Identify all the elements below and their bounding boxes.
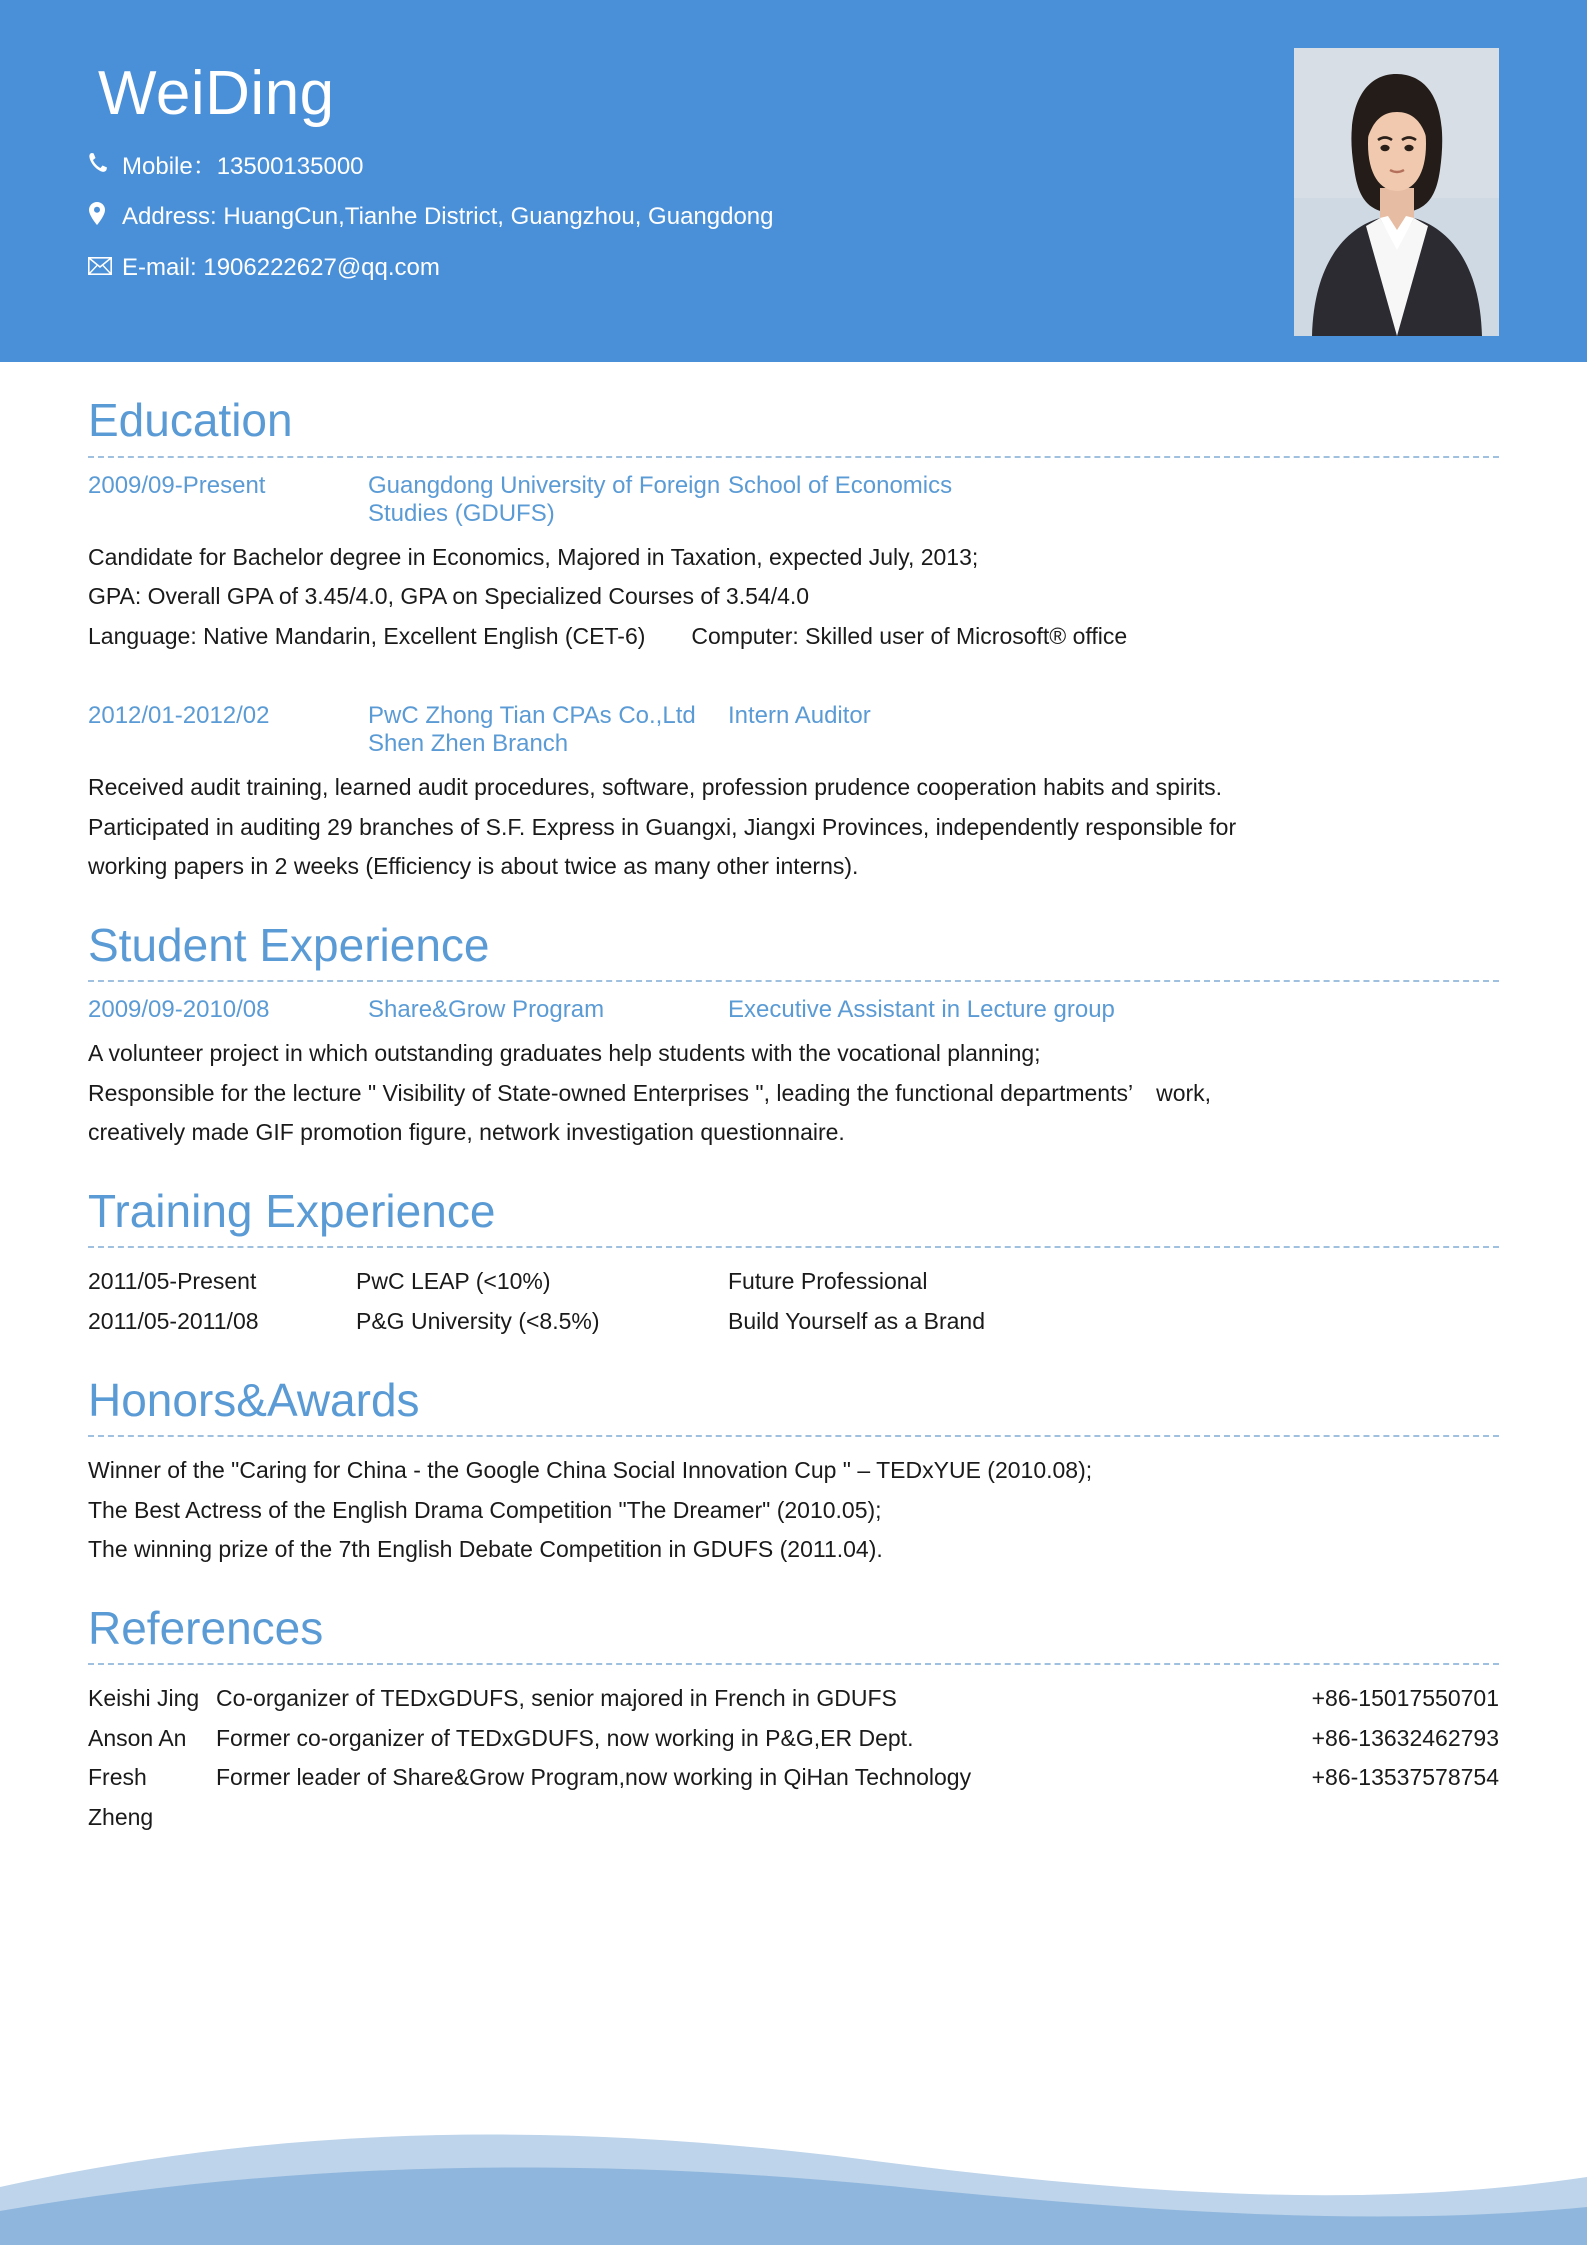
contact-address-text: Address: HuangCun,Tianhe District, Guangzhou, Guangdong [122, 203, 774, 231]
reference-phone: +86-13537578754 [1311, 1764, 1499, 1791]
section-title-honors-awards: Honors&Awards [88, 1373, 420, 1426]
honor-line-3: The winning prize of the 7th English Debate Competition in GDUFS (2011.04). [88, 1536, 883, 1563]
entry-role: Intern Auditor [728, 702, 871, 730]
divider-training-experience [88, 1246, 1499, 1248]
reference-row [88, 1679, 1499, 1719]
entry-organization: Guangdong University of Foreign Studies (GDUFS) [368, 471, 721, 527]
student-experience-line-1: A volunteer project in which outstanding graduates help students with the vocational planning; [88, 1040, 1041, 1067]
reference-name: Fresh Zheng [88, 1764, 154, 1830]
section-title-references: References [88, 1601, 324, 1654]
reference-phone: +86-15017550701 [1311, 1685, 1499, 1712]
section-title-training-experience: Training Experience [88, 1184, 496, 1237]
education-entry-2-line-1: Received audit training, learned audit procedures, software, profession prudence cooperation habits and spirits. [88, 774, 1223, 801]
training-topic: Build Yourself as a Brand [728, 1307, 986, 1334]
education-entry-1-head [88, 472, 1499, 528]
reference-name: Anson An [88, 1724, 187, 1751]
reference-phone: +86-13632462793 [1311, 1724, 1499, 1751]
honor-line-2: The Best Actress of the English Drama Competition "The Dreamer" (2010.05); [88, 1496, 882, 1523]
education-entry-1-line-1: Candidate for Bachelor degree in Economics, Majored in Taxation, expected July, 2013; [88, 543, 979, 570]
training-row [88, 1302, 1499, 1342]
divider-student-experience [88, 980, 1499, 982]
resume-body [0, 392, 1587, 1837]
honor-line-1: Winner of the "Caring for China - the Google China Social Innovation Cup " – TEDxYUE (2010.08); [88, 1457, 1093, 1484]
education-entry-2-line-3: working papers in 2 weeks (Efficiency is about twice as many other interns). [88, 853, 859, 880]
spacer [88, 656, 1499, 702]
section-title-student-experience: Student Experience [88, 918, 490, 971]
section-title-education: Education [88, 394, 293, 446]
training-dates: 2011/05-2011/08 [88, 1307, 259, 1334]
training-topic: Future Professional [728, 1268, 928, 1295]
divider-honors-awards [88, 1435, 1499, 1437]
education-entry-1-line-3: Language: Native Mandarin, Excellent English (CET-6) Computer: Skilled user of Microsoft® office [88, 622, 1128, 649]
entry-role: School of Economics [728, 471, 953, 499]
entry-dates: 2012/01-2012/02 [88, 702, 270, 730]
location-pin-icon [88, 202, 122, 234]
page-title: WeiDing [98, 59, 335, 128]
education-entry-1-line-2: GPA: Overall GPA of 3.45/4.0, GPA on Specialized Courses of 3.54/4.0 [88, 583, 810, 610]
student-experience-entry-1-head [88, 996, 1499, 1024]
reference-row [88, 1758, 1499, 1837]
divider-references [88, 1663, 1499, 1665]
resume-header [0, 0, 1587, 362]
entry-dates: 2009/09-2010/08 [88, 996, 270, 1024]
entry-organization: PwC Zhong Tian CPAs Co.,Ltd Shen Zhen Branch [368, 702, 696, 758]
training-program: P&G University (<8.5%) [356, 1307, 600, 1334]
divider-education [88, 456, 1499, 458]
training-program: PwC LEAP (<10%) [356, 1268, 551, 1295]
contact-email-text: E-mail: 1906222627@qq.com [122, 253, 440, 281]
reference-detail: Former co-organizer of TEDxGDUFS, now working in P&G,ER Dept. [216, 1724, 914, 1751]
contact-phone-text: Mobile：13500135000 [122, 152, 364, 180]
education-entry-2-line-2: Participated in auditing 29 branches of S.F. Express in Guangxi, Jiangxi Provinces, independently responsible for [88, 813, 1237, 840]
entry-dates: 2009/09-Present [88, 471, 266, 499]
reference-detail: Co-organizer of TEDxGDUFS, senior majored in French in GDUFS [216, 1685, 897, 1712]
footer-wave-decoration [0, 2115, 1587, 2245]
entry-role: Executive Assistant in Lecture group [728, 996, 1115, 1024]
student-experience-line-2: Responsible for the lecture " Visibility of State-owned Enterprises ", leading the functional departments’ work, [88, 1079, 1212, 1106]
reference-detail: Former leader of Share&Grow Program,now working in QiHan Technology [216, 1764, 972, 1791]
avatar [1294, 48, 1499, 336]
training-row [88, 1262, 1499, 1302]
entry-organization: Share&Grow Program [368, 996, 605, 1024]
student-experience-line-3: creatively made GIF promotion figure, network investigation questionnaire. [88, 1119, 845, 1146]
reference-name: Keishi Jing [88, 1685, 200, 1712]
email-icon [88, 254, 122, 283]
phone-icon [88, 152, 122, 182]
reference-row [88, 1719, 1499, 1759]
training-dates: 2011/05-Present [88, 1268, 257, 1295]
education-entry-2-head [88, 702, 1499, 758]
